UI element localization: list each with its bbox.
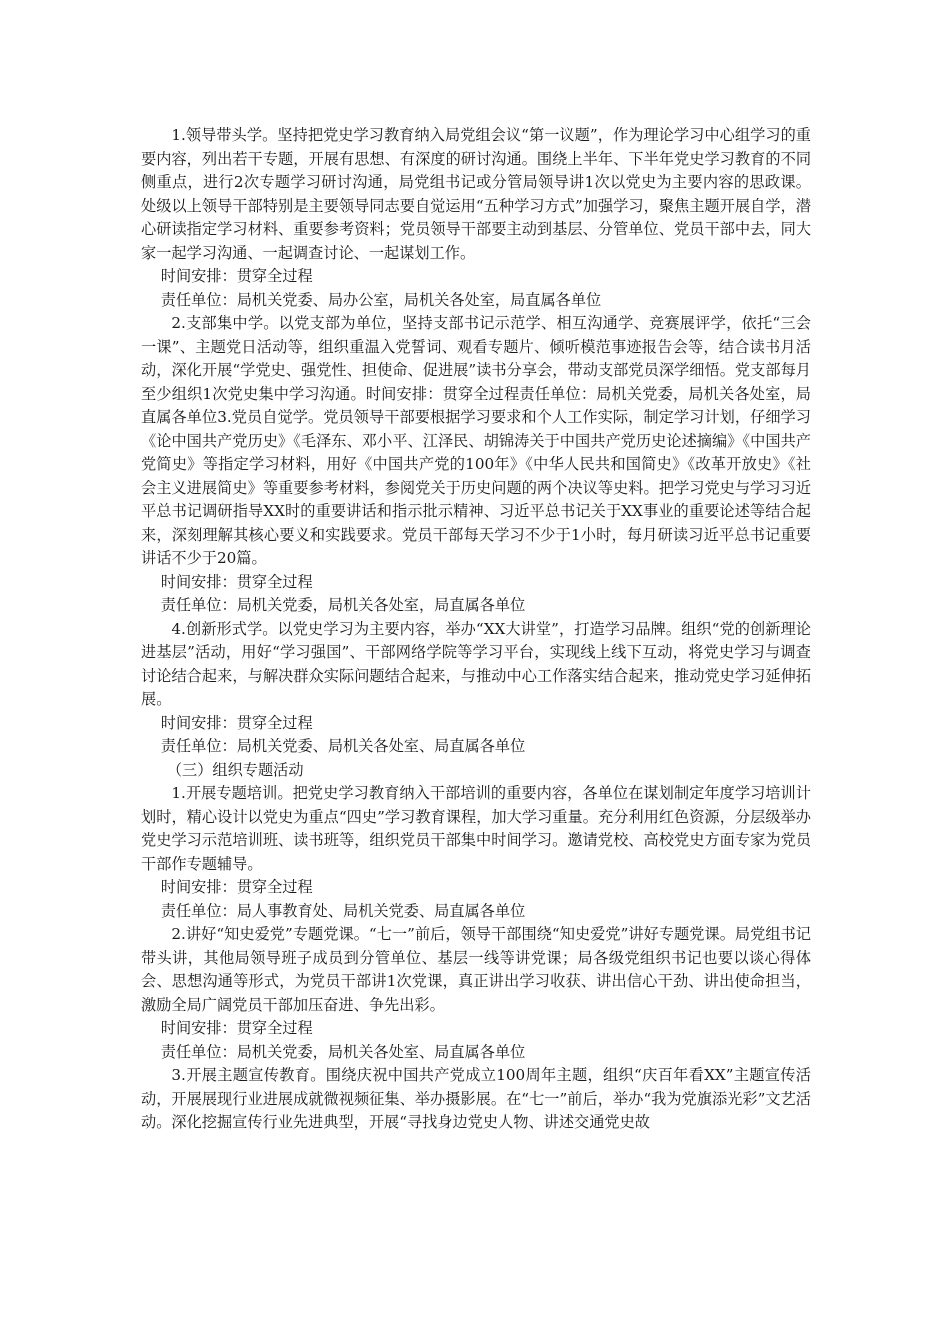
section-heading: （三）组织专题活动 [166,760,304,779]
paragraph-innovative-study: 4.创新形式学。以党史学习为主要内容，举办“XX大讲堂”，打造学习品牌。组织“党的创新理论进基层”活动，用好“学习强国”、干部网络学院等学习平台，实现线上线下互动，将党史学习与调查讨论结合起来，与解决群众实际问题结合起来，与推动中心工作落实结合起来，推动党史学习延伸拓展。 [141,619,811,708]
paragraph-theme-publicity: 3.开展主题宣传教育。围绕庆祝中国共产党成立100周年主题，组织“庆百年看XX”主题宣传活动，开展展现行业进展成就微视频征集、举办摄影展。在“七一”前后，举办“我为党旗添光彩”文艺活动。深化挖掘宣传行业先进典型，开展“寻找身边党史人物、讲述交通党史故 [141,1066,811,1131]
paragraph-leader-study: 1.领导带头学。坚持把党史学习教育纳入局党组会议“第一议题”，作为理论学习中心组学习的重要内容，列出若干专题，开展有思想、有深度的研讨沟通。围绕上半年、下半年党史学习教育的不同侧重点，进行2次专题学习研讨沟通，局党组书记或分管局领导讲1次以党史为主要内容的思政课。处级以上领导干部特别是主要领导同志要自觉运用“五种学习方式”加强学习，聚焦主题开展自学，潜心研读指定学习材料、重要参考资料；党员领导干部要主动到基层、分管单位、党员干部中去，同大家一起学习沟通、一起调查讨论、一起谋划工作。 [141,126,811,262]
schedule-line: 时间安排：贯穿全过程 [160,878,313,896]
responsibility-line: 责任单位：局机关党委、局办公室，局机关各处室，局直属各单位 [160,290,602,309]
responsibility-line: 责任单位：局机关党委，局机关各处室、局直属各单位 [160,1042,526,1061]
paragraph-branch-study: 2.支部集中学。以党支部为单位，坚持支部书记示范学、相互沟通学、竞赛展评学，依托“三会一课”、主题党日活动等，组织重温入党誓词、观看专题片、倾听模范事迹报告会等，结合读书月活动，深化开展“学党史、强党性、担使命、促进展”读书分享会，带动支部党员深学细悟。党支部每月至少组织1次党史集中学习沟通。时间安排：贯穿全过程责任单位：局机关党委，局机关各处室，局直属各单位3.党员自觉学。党员领导干部要根据学习要求和个人工作实际，制定学习计划，仔细学习《论中国共产党历史》《毛泽东、邓小平、江泽民、胡锦涛关于中国共产党历史论述摘编》《中国共产党简史》等指定学习材料，用好《中国共产党的100年》《中华人民共和国简史》《改革开放史》《社会主义进展简史》等重要参考材料，参阅党关于历史问题的两个决议等史料。把学习党史与学习习近平总书记调研指导XX时的重要讲话和指示批示精神、习近平总书记关于XX事业的重要论述等结合起来，深刻理解其核心要义和实践要求。党员干部每天学习不少于1小时，每月研读习近平总书记重要讲话不少于20篇。 [141,314,811,567]
paragraph-party-lecture: 2.讲好“知史爱党”专题党课。“七一”前后，领导干部围绕“知史爱党”讲好专题党课。局党组书记带头讲，其他局领导班子成员到分管单位、基层一线等讲党课；局各级党组织书记也要以谈心得体会、思想沟通等形式，为党员干部讲1次党课，真正讲出学习收获、讲出信心干劲、讲出使命担当，激励全局广阔党员干部加压奋进、争先出彩。 [141,925,811,1014]
responsibility-line: 责任单位：局机关党委、局机关各处室、局直属各单位 [160,737,526,755]
schedule-line: 时间安排：贯穿全过程 [160,572,313,591]
schedule-line: 时间安排：贯穿全过程 [160,713,313,732]
paragraph-special-training: 1.开展专题培训。把党史学习教育纳入干部培训的重要内容，各单位在谋划制定年度学习培训计划时，精心设计以党史为重点“四史”学习教育课程，加大学习重量。充分利用红色资源，分层级举办党史学习示范培训班、读书班等，组织党员干部集中时间学习。邀请党校、高校党史方面专家为党员干部作专题辅导。 [141,784,811,873]
schedule-line: 时间安排：贯穿全过程 [160,267,313,285]
responsibility-line: 责任单位：局机关党委，局机关各处室，局直属各单位 [160,596,526,614]
schedule-line: 时间安排：贯穿全过程 [160,1019,313,1037]
document-page [141,124,811,1135]
responsibility-line: 责任单位：局人事教育处、局机关党委、局直属各单位 [160,901,526,920]
